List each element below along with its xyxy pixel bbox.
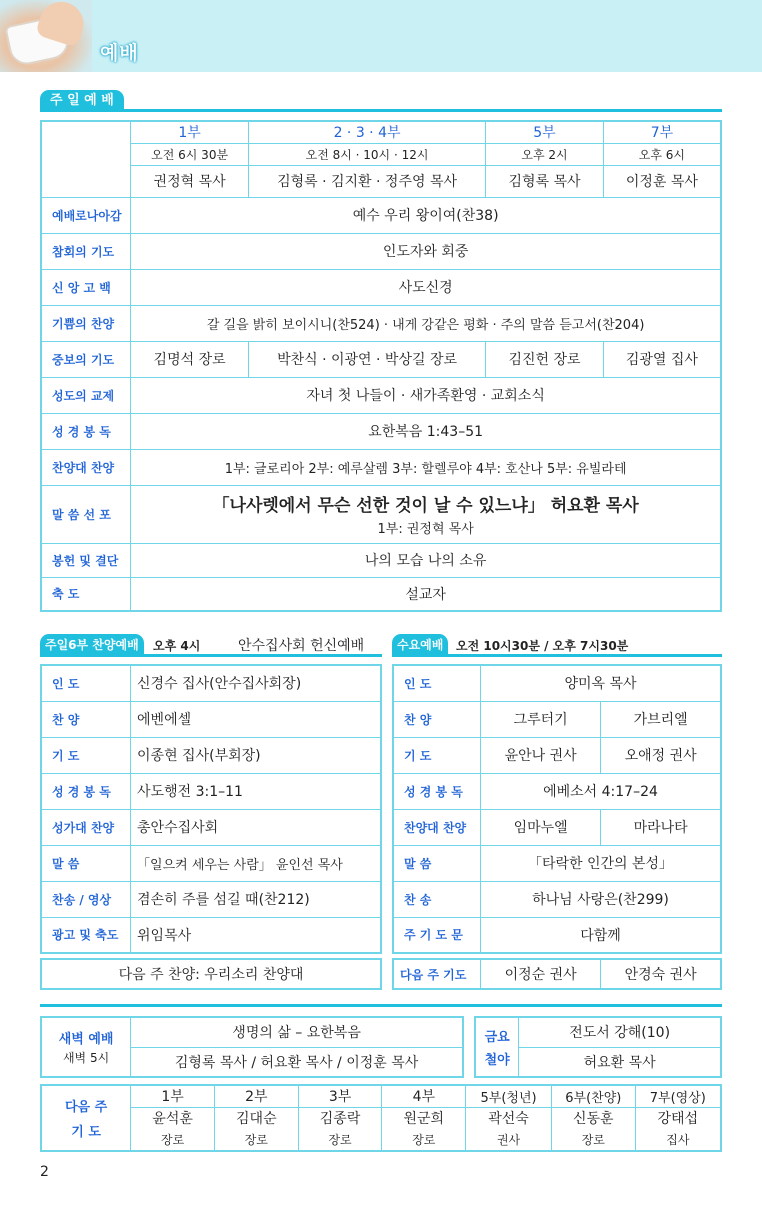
row-value: 김명석 장로 bbox=[131, 341, 249, 377]
next-prayer-label: 다음 주 bbox=[65, 1100, 108, 1115]
row-label: 말 씀 bbox=[41, 845, 131, 881]
sixth-table bbox=[40, 664, 382, 954]
prayer-part: 6부(찬양) bbox=[551, 1085, 635, 1107]
corner-cell bbox=[41, 121, 131, 197]
row-label: 인 도 bbox=[41, 665, 131, 701]
prayer-name: 김대순 bbox=[214, 1107, 298, 1129]
row-value: 마라나타 bbox=[601, 809, 721, 845]
wednesday-section-title: 수요예배 bbox=[392, 634, 448, 656]
row-label: 참회의 기도 bbox=[41, 233, 131, 269]
friday-table bbox=[474, 1016, 722, 1078]
row-label: 찬 송 bbox=[393, 881, 481, 917]
row-value: 「일으켜 세우는 사람」 윤인선 목사 bbox=[131, 845, 381, 881]
section-rule bbox=[392, 654, 722, 657]
row-label: 성 경 봉 독 bbox=[41, 773, 131, 809]
bible-hands-image bbox=[0, 0, 92, 72]
row-value: 오애정 권사 bbox=[601, 737, 721, 773]
service-time: 오전 6시 30분 bbox=[131, 143, 249, 165]
row-value: 김진헌 장로 bbox=[486, 341, 604, 377]
next-choir: 다음 주 찬양: 우리소리 찬양대 bbox=[41, 959, 381, 989]
row-value: 양미옥 목사 bbox=[481, 665, 721, 701]
dawn-title: 생명의 삶 – 요한복음 bbox=[131, 1017, 463, 1047]
row-value: 사도신경 bbox=[131, 269, 721, 305]
next-prayer-table bbox=[40, 1084, 722, 1152]
page-title: 예배 bbox=[100, 42, 139, 64]
sermon-sub: 1부: 권정혁 목사 bbox=[377, 522, 474, 537]
friday-label: 금요 bbox=[484, 1030, 510, 1045]
row-label: 말 씀 선 포 bbox=[41, 485, 131, 543]
row-label: 찬 양 bbox=[393, 701, 481, 737]
prayer-name: 김종락 bbox=[298, 1107, 382, 1129]
row-value: 에베소서 4:17–24 bbox=[481, 773, 721, 809]
next-prayer-name: 안경숙 권사 bbox=[601, 959, 721, 989]
prayer-name: 강태섭 bbox=[635, 1107, 721, 1129]
sixth-subtitle: 안수집사회 헌신예배 bbox=[238, 638, 365, 654]
prayer-name: 곽선숙 bbox=[466, 1107, 552, 1129]
prayer-part: 5부(청년) bbox=[466, 1085, 552, 1107]
service-time: 오전 8시 · 10시 · 12시 bbox=[248, 143, 485, 165]
row-label: 성 경 봉 독 bbox=[41, 413, 131, 449]
dawn-table bbox=[40, 1016, 464, 1078]
prayer-name: 신동훈 bbox=[551, 1107, 635, 1129]
row-label: 기쁨의 찬양 bbox=[41, 305, 131, 341]
row-value: 총안수집사회 bbox=[131, 809, 381, 845]
row-value: 다함께 bbox=[481, 917, 721, 953]
row-value: 가브리엘 bbox=[601, 701, 721, 737]
next-prayer-label-cell bbox=[41, 1085, 131, 1151]
row-label: 기 도 bbox=[393, 737, 481, 773]
prayer-role: 장로 bbox=[298, 1129, 382, 1151]
section-rule bbox=[40, 109, 722, 112]
service-pastor: 김형록 · 김지환 · 정주영 목사 bbox=[248, 165, 485, 197]
next-prayer-name: 이정순 권사 bbox=[481, 959, 601, 989]
row-label: 봉헌 및 결단 bbox=[41, 543, 131, 577]
row-value: 이종현 집사(부회장) bbox=[131, 737, 381, 773]
row-value: 김광열 집사 bbox=[603, 341, 721, 377]
row-value: 갈 길을 밝히 보이시니(찬524) · 내게 강같은 평화 · 주의 말씀 듣고서(찬204) bbox=[131, 305, 721, 341]
service-name: 7부 bbox=[603, 121, 721, 143]
row-value: 신경수 집사(안수집사회장) bbox=[131, 665, 381, 701]
wednesday-next-table bbox=[392, 958, 722, 990]
prayer-part: 2부 bbox=[214, 1085, 298, 1107]
row-label: 말 씀 bbox=[393, 845, 481, 881]
row-value: 윤안나 권사 bbox=[481, 737, 601, 773]
row-value: 위임목사 bbox=[131, 917, 381, 953]
prayer-role: 장로 bbox=[131, 1129, 215, 1151]
row-value: 예수 우리 왕이여(찬38) bbox=[131, 197, 721, 233]
service-name: 2 · 3 · 4부 bbox=[248, 121, 485, 143]
row-label: 주 기 도 문 bbox=[393, 917, 481, 953]
page-number: 2 bbox=[40, 1164, 49, 1180]
sunday-section-title: 주 일 예 배 bbox=[40, 90, 124, 112]
sunday-table bbox=[40, 120, 722, 612]
prayer-role: 권사 bbox=[466, 1129, 552, 1151]
row-value: 박찬식 · 이광연 · 박상길 장로 bbox=[248, 341, 485, 377]
service-name: 5부 bbox=[486, 121, 604, 143]
friday-pastor: 허요환 목사 bbox=[519, 1047, 721, 1077]
sixth-time: 오후 4시 bbox=[153, 639, 201, 653]
row-label: 신 앙 고 백 bbox=[41, 269, 131, 305]
wednesday-time: 오전 10시30분 / 오후 7시30분 bbox=[456, 639, 629, 653]
prayer-part: 3부 bbox=[298, 1085, 382, 1107]
row-label: 축 도 bbox=[41, 577, 131, 611]
service-name: 1부 bbox=[131, 121, 249, 143]
next-prayer-label: 다음 주 기도 bbox=[393, 959, 481, 989]
dawn-pastors: 김형록 목사 / 허요환 목사 / 이정훈 목사 bbox=[131, 1047, 463, 1077]
row-label: 찬송 / 영상 bbox=[41, 881, 131, 917]
prayer-role: 장로 bbox=[214, 1129, 298, 1151]
prayer-name: 윤석훈 bbox=[131, 1107, 215, 1129]
wednesday-table bbox=[392, 664, 722, 954]
row-value: 겸손히 주를 섬길 때(찬212) bbox=[131, 881, 381, 917]
service-time: 오후 6시 bbox=[603, 143, 721, 165]
row-value: 자녀 첫 나들이 · 새가족환영 · 교회소식 bbox=[131, 377, 721, 413]
service-pastor: 이정훈 목사 bbox=[603, 165, 721, 197]
prayer-part: 7부(영상) bbox=[635, 1085, 721, 1107]
sermon-cell bbox=[131, 485, 721, 543]
sixth-section-title: 주일6부 찬양예배 bbox=[40, 634, 144, 656]
row-label: 예배로나아감 bbox=[41, 197, 131, 233]
dawn-label: 새벽 예배 bbox=[58, 1032, 114, 1047]
prayer-name: 원군희 bbox=[382, 1107, 466, 1129]
row-value: 나의 모습 나의 소유 bbox=[131, 543, 721, 577]
row-value: 임마누엘 bbox=[481, 809, 601, 845]
dawn-label-cell bbox=[41, 1017, 131, 1077]
sermon-title: 「나사렛에서 무슨 선한 것이 날 수 있느냐」 허요환 목사 bbox=[212, 496, 639, 516]
row-label: 성가대 찬양 bbox=[41, 809, 131, 845]
row-value: 1부: 글로리아 2부: 예루살렘 3부: 할렐루야 4부: 호산나 5부: 유빌라테 bbox=[131, 449, 721, 485]
page-header bbox=[0, 0, 762, 72]
prayer-part: 1부 bbox=[131, 1085, 215, 1107]
prayer-role: 장로 bbox=[382, 1129, 466, 1151]
prayer-role: 집사 bbox=[635, 1129, 721, 1151]
next-prayer-label: 기 도 bbox=[71, 1125, 101, 1140]
row-label: 성 경 봉 독 bbox=[393, 773, 481, 809]
prayer-part: 4부 bbox=[382, 1085, 466, 1107]
row-label: 광고 및 축도 bbox=[41, 917, 131, 953]
row-value: 설교자 bbox=[131, 577, 721, 611]
row-label: 성도의 교제 bbox=[41, 377, 131, 413]
row-value: 요한복음 1:43–51 bbox=[131, 413, 721, 449]
friday-title: 전도서 강해(10) bbox=[519, 1017, 721, 1047]
friday-label: 철야 bbox=[484, 1053, 510, 1068]
row-label: 찬양대 찬양 bbox=[393, 809, 481, 845]
section-rule bbox=[40, 654, 382, 657]
row-value: 그루터기 bbox=[481, 701, 601, 737]
row-label: 기 도 bbox=[41, 737, 131, 773]
row-value: 인도자와 회중 bbox=[131, 233, 721, 269]
service-pastor: 김형록 목사 bbox=[486, 165, 604, 197]
row-label: 중보의 기도 bbox=[41, 341, 131, 377]
dawn-time: 새벽 5시 bbox=[62, 1051, 110, 1065]
service-pastor: 권정혁 목사 bbox=[131, 165, 249, 197]
section-rule bbox=[40, 1004, 722, 1007]
service-time: 오후 2시 bbox=[486, 143, 604, 165]
sixth-next-table bbox=[40, 958, 382, 990]
row-label: 찬 양 bbox=[41, 701, 131, 737]
friday-label-cell bbox=[475, 1017, 519, 1077]
row-value: 하나님 사랑은(찬299) bbox=[481, 881, 721, 917]
row-value: 사도행전 3:1–11 bbox=[131, 773, 381, 809]
row-value: 「타락한 인간의 본성」 bbox=[481, 845, 721, 881]
row-label: 찬양대 찬양 bbox=[41, 449, 131, 485]
row-value: 에벤에셀 bbox=[131, 701, 381, 737]
prayer-role: 장로 bbox=[551, 1129, 635, 1151]
row-label: 인 도 bbox=[393, 665, 481, 701]
